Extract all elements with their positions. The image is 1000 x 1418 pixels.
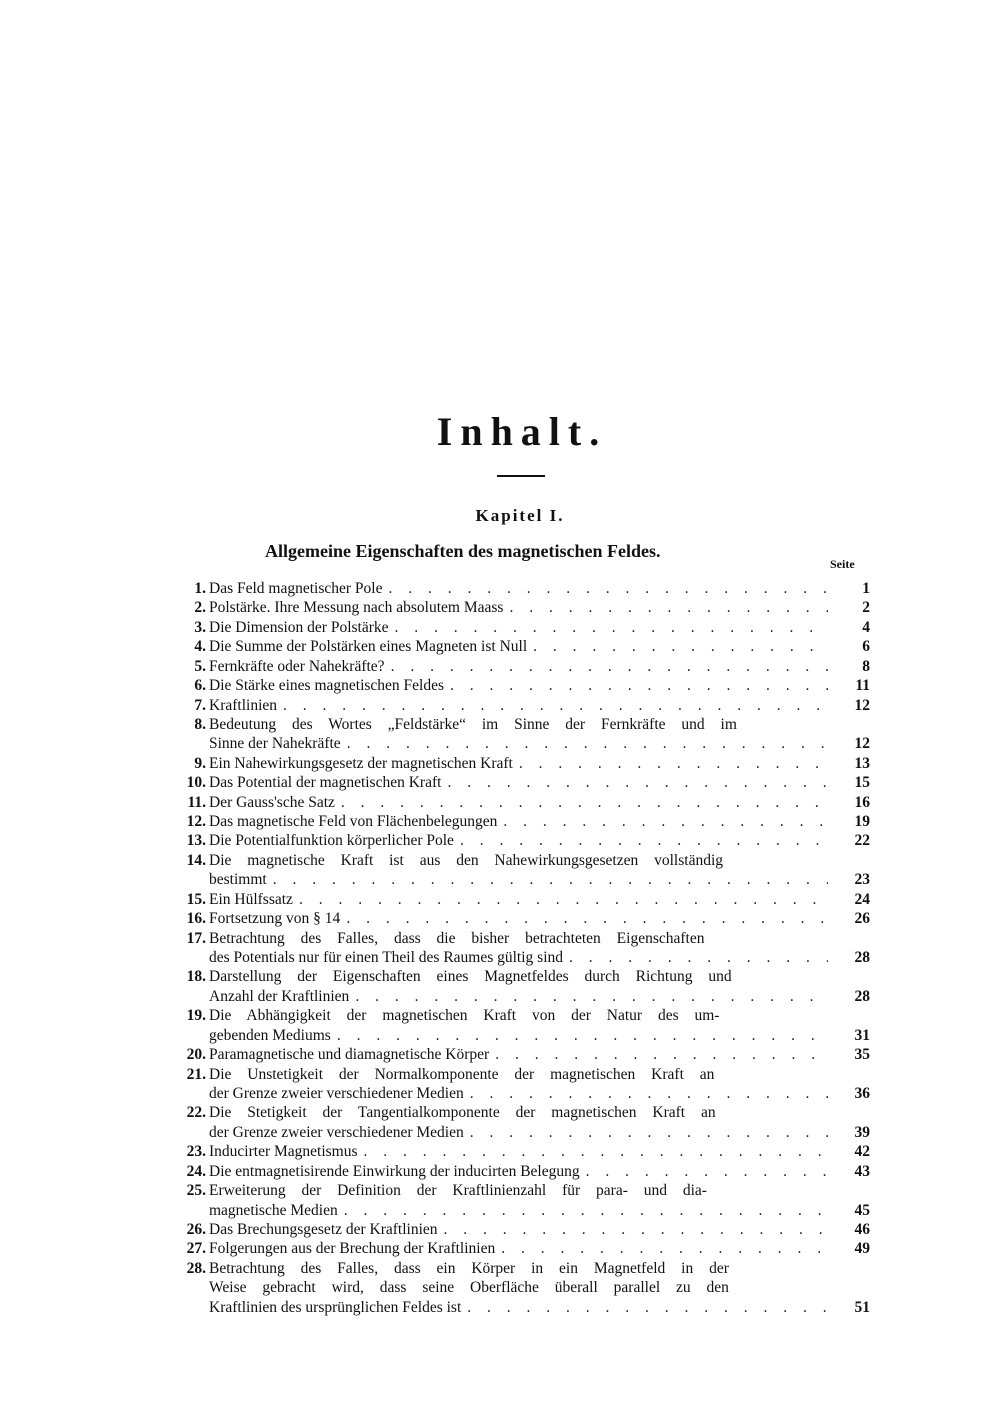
dot-leader — [382, 579, 828, 598]
toc-entry-number: 1. — [194, 580, 206, 597]
toc-entry-page: 49 — [854, 1240, 870, 1258]
dot-leader — [461, 1298, 828, 1317]
toc-entry-line — [170, 618, 870, 637]
toc-entry-number: 4. — [194, 638, 206, 656]
toc-entry-line — [170, 734, 870, 753]
toc-entry-line — [170, 929, 870, 948]
toc-entry-text: Fortsetzung von § 14 — [209, 910, 341, 928]
page-title: Inhalt. — [436, 409, 608, 454]
toc-entry-number: 24. — [186, 1162, 206, 1180]
toc-entry-text: des Potentials nur für einen Theil des Raumes gültig sind — [209, 949, 564, 967]
toc-entry-page: 23 — [854, 871, 870, 889]
toc-entry-text: Paramagnetische und diamagnetische Körper — [209, 1046, 490, 1064]
toc-entry-line — [170, 1201, 870, 1220]
toc-entry-text: Das Feld magnetischer Pole — [209, 580, 383, 597]
toc-entry-page: 26 — [854, 910, 870, 928]
dot-leader — [527, 637, 828, 656]
toc-entry-number: 15. — [186, 890, 206, 908]
toc-entry-number: 2. — [194, 599, 206, 617]
toc-entry-number: 8. — [194, 715, 206, 733]
toc-entry-line — [170, 1084, 870, 1103]
dot-leader — [331, 1026, 828, 1045]
chapter-label: Kapitel I. — [475, 506, 565, 525]
toc-entry-number: 25. — [186, 1182, 206, 1200]
toc-entry-number: 5. — [194, 657, 206, 675]
toc-entry-text: Die magnetische Kraft ist aus den Nahewirkungsgesetzen vollständig — [209, 851, 724, 869]
dot-leader — [464, 1084, 828, 1103]
toc-entry-line — [170, 987, 870, 1006]
toc-entry-text: Kraftlinien — [209, 696, 278, 714]
toc-entry-number: 21. — [186, 1065, 206, 1083]
toc-entry-text: Die Stärke eines magnetischen Feldes — [209, 677, 445, 695]
toc-entry-page: 36 — [854, 1084, 870, 1102]
toc-entry-text: Bedeutung des Wortes „Feldstärke“ im Sinne der Fernkräfte und im — [209, 715, 737, 733]
toc-entry-page: 1 — [862, 580, 870, 597]
toc-entry-text: bestimmt — [209, 871, 267, 889]
toc-entry-number: 3. — [194, 618, 206, 636]
toc-entry-line — [170, 909, 870, 928]
toc-entry-page: 35 — [854, 1046, 870, 1064]
toc-entry-line — [170, 1045, 870, 1064]
toc-entry-page: 11 — [855, 677, 870, 695]
toc-entry-line — [170, 890, 870, 909]
toc-entry-line — [170, 1239, 870, 1258]
toc-entry-number: 18. — [186, 968, 206, 986]
toc-entry-text: Das Potential der magnetischen Kraft — [209, 774, 442, 792]
dot-leader — [293, 890, 828, 909]
toc-entry-text: Die Stetigkeit der Tangentialkomponente der magnetischen Kraft an — [209, 1104, 716, 1122]
toc-entry-line — [170, 1220, 870, 1239]
dot-leader — [513, 754, 828, 773]
toc-entry-text: der Grenze zweier verschiedener Medien — [209, 1084, 464, 1102]
toc-entry-page: 24 — [854, 890, 870, 908]
toc-entry-text: Anzahl der Kraftlinien — [209, 987, 350, 1005]
dot-leader — [389, 618, 828, 637]
toc-entry-page: 28 — [854, 987, 870, 1005]
toc-entry-text: Die entmagnetisirende Einwirkung der inducirten Belegung — [209, 1162, 580, 1180]
toc-entry-line — [170, 851, 870, 870]
toc-entry-line — [170, 754, 870, 773]
toc-entry-text: Darstellung der Eigenschaften eines Magnetfeldes durch Richtung und — [209, 968, 732, 986]
dot-leader — [338, 1201, 828, 1220]
toc-entry-number: 28. — [186, 1259, 206, 1277]
toc-entry-line — [170, 948, 870, 967]
toc-entry-line — [170, 1278, 870, 1297]
toc-entry-text: Folgerungen aus der Brechung der Kraftlinien — [209, 1240, 496, 1258]
page-column-label: Seite — [830, 557, 855, 571]
toc-entry-page: 22 — [854, 832, 870, 850]
dot-leader — [503, 598, 828, 617]
toc-entry-page: 4 — [862, 618, 870, 636]
dot-leader — [454, 831, 828, 850]
toc-entry-line — [170, 1026, 870, 1045]
toc-entry-page: 31 — [854, 1026, 870, 1044]
toc-entry-text: Erweiterung der Definition der Kraftlinienzahl für para- und dia- — [209, 1182, 707, 1200]
toc-entry-text: Die Dimension der Polstärke — [209, 618, 389, 636]
toc-entry-line — [170, 793, 870, 812]
toc-entry-line — [170, 696, 870, 715]
dot-leader — [277, 696, 828, 715]
dot-leader — [267, 870, 828, 889]
dot-leader — [340, 909, 828, 928]
toc-entry-line — [170, 1142, 870, 1161]
toc-entry-line — [170, 870, 870, 889]
toc-entry-text: Kraftlinien des ursprünglichen Feldes ist — [209, 1298, 462, 1316]
toc-entry-text: Das magnetische Feld von Flächenbelegungen — [209, 813, 498, 831]
toc-entry-page: 19 — [854, 813, 870, 831]
dot-leader — [444, 676, 828, 695]
toc-entry-line — [170, 1162, 870, 1181]
toc-entry-number: 26. — [186, 1220, 206, 1238]
toc-entry-line — [170, 637, 870, 656]
toc-entry-page: 28 — [854, 949, 870, 967]
toc-entry-text: Der Gauss'sche Satz — [209, 793, 335, 811]
toc-entry-line — [170, 831, 870, 850]
toc-entry-text: Inducirter Magnetismus — [209, 1143, 358, 1161]
dot-leader — [497, 812, 828, 831]
toc-entry-page: 2 — [862, 599, 870, 617]
toc-entry-line — [170, 1103, 870, 1122]
toc-entry-page: 42 — [854, 1143, 870, 1161]
dot-leader — [441, 773, 828, 792]
toc-entry-page: 12 — [854, 696, 870, 714]
dot-leader — [341, 734, 828, 753]
toc-entry-text: Die Abhängigkeit der magnetischen Kraft von der Natur des um- — [209, 1007, 720, 1025]
dot-leader — [438, 1220, 828, 1239]
toc-entry-number: 19. — [186, 1007, 206, 1025]
toc-entry-number: 13. — [186, 832, 206, 850]
toc-entry-page: 45 — [854, 1201, 870, 1219]
toc-entry-page: 46 — [854, 1220, 870, 1238]
toc-entry-number: 17. — [186, 929, 206, 947]
toc-entry-page: 8 — [862, 657, 870, 675]
toc-entry-text: Die Unstetigkeit der Normalkomponente der magnetischen Kraft an — [209, 1065, 715, 1083]
toc-entry-text: Die Summe der Polstärken eines Magneten ist Null — [209, 638, 528, 656]
dot-leader — [464, 1123, 828, 1142]
toc-entry-text: Weise gebracht wird, dass seine Oberfläche überall parallel zu den — [209, 1279, 729, 1297]
toc-entry-line — [170, 657, 870, 676]
toc-entry-line — [170, 773, 870, 792]
toc-entry-text: Polstärke. Ihre Messung nach absolutem Maass — [209, 599, 504, 617]
toc-entry-text: Sinne der Nahekräfte — [209, 735, 341, 753]
toc-entry-line — [170, 1006, 870, 1025]
toc-entry-text: Ein Hülfssatz — [209, 890, 293, 908]
toc-entry-page: 12 — [854, 735, 870, 753]
toc-entry-text: Das Brechungsgesetz der Kraftlinien — [209, 1220, 438, 1238]
dot-leader — [495, 1239, 828, 1258]
title-divider — [497, 475, 545, 477]
toc-entry-page: 16 — [854, 793, 870, 811]
toc-entry-page: 43 — [854, 1162, 870, 1180]
toc-entry-number: 9. — [194, 754, 206, 772]
dot-leader — [580, 1162, 828, 1181]
toc-entry-number: 11. — [187, 793, 206, 811]
toc-entry-line — [170, 1298, 870, 1317]
toc-entry-line — [170, 598, 870, 617]
dot-leader — [563, 948, 828, 967]
dot-leader — [385, 657, 828, 676]
toc-entry-line — [170, 1065, 870, 1084]
toc-entry-text: Ein Nahewirkungsgesetz der magnetischen Kraft — [209, 754, 513, 772]
toc-entry-number: 6. — [194, 677, 206, 695]
toc-entry-line — [170, 1259, 870, 1278]
toc-entry-line — [170, 579, 870, 598]
chapter-title: Allgemeine Eigenschaften des magnetischen Feldes. — [265, 541, 661, 561]
toc-entry-text: Betrachtung des Falles, dass die bisher betrachteten Eigenschaften — [209, 929, 705, 947]
toc-entry-page: 6 — [862, 638, 870, 656]
toc-entry-page: 15 — [854, 774, 870, 792]
toc-entry-text: Fernkräfte oder Nahekräfte? — [209, 657, 385, 675]
dot-leader — [349, 987, 828, 1006]
dot-leader — [489, 1045, 828, 1064]
toc-entry-number: 22. — [186, 1104, 206, 1122]
toc-entry-line — [170, 812, 870, 831]
toc-entry-number: 12. — [186, 813, 206, 831]
toc-entry-number: 27. — [186, 1240, 206, 1258]
toc-entry-page: 51 — [854, 1298, 870, 1316]
dot-leader — [335, 793, 828, 812]
toc-entry-number: 14. — [186, 851, 206, 869]
toc-entry-text: der Grenze zweier verschiedener Medien — [209, 1123, 464, 1141]
toc-entry-line — [170, 1181, 870, 1200]
toc-entry-text: Die Potentialfunktion körperlicher Pole — [209, 832, 454, 850]
toc-entry-number: 10. — [186, 774, 206, 792]
toc-entry-number: 20. — [186, 1046, 206, 1064]
toc-entry-line — [170, 676, 870, 695]
toc-entry-text: gebenden Mediums — [209, 1026, 331, 1044]
toc-entry-number: 7. — [194, 696, 206, 714]
toc-entry-page: 39 — [854, 1123, 870, 1141]
dot-leader — [358, 1142, 828, 1161]
toc-entry-line — [170, 1123, 870, 1142]
toc-entry-text: magnetische Medien — [209, 1201, 338, 1219]
toc-entry-page: 13 — [854, 754, 870, 772]
toc-entry-line — [170, 967, 870, 986]
toc-entry-line — [170, 715, 870, 734]
toc-entry-number: 16. — [186, 910, 206, 928]
toc-entry-text: Betrachtung des Falles, dass ein Körper in ein Magnetfeld in der — [209, 1259, 729, 1277]
table-of-contents — [170, 579, 870, 1317]
toc-entry-number: 23. — [186, 1143, 206, 1161]
